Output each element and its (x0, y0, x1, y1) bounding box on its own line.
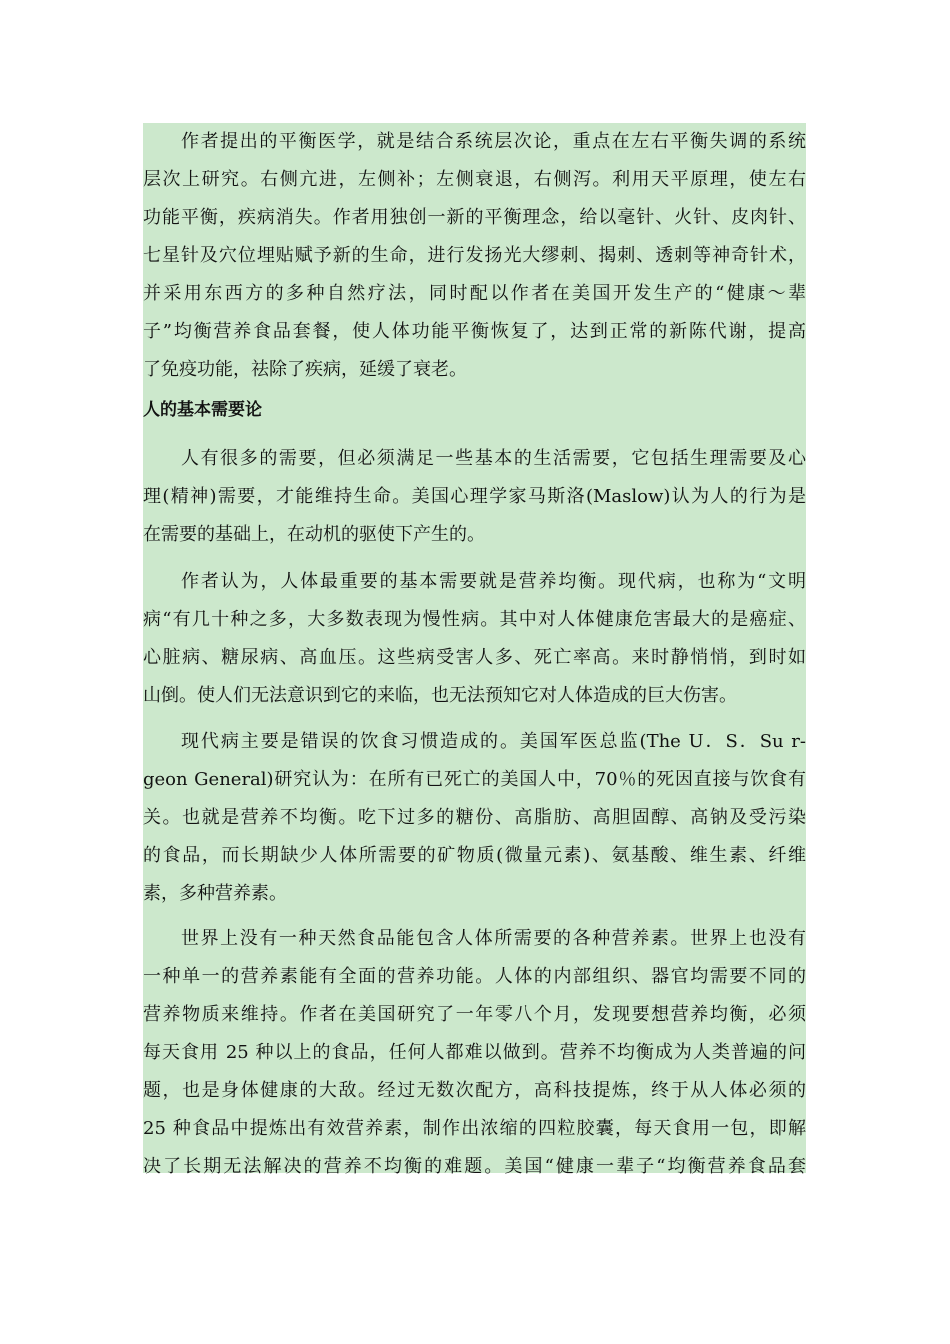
text-line: 山倒。使人们无法意识到它的来临，也无法预知它对人体造成的巨大伤害。 (143, 685, 737, 706)
text-line: 子”均衡营养食品套餐，使人体功能平衡恢复了，达到正常的新陈代谢，提高 (143, 321, 806, 342)
text-line: 素，多种营养素。 (143, 883, 287, 904)
text-line: 病“有几十种之多，大多数表现为慢性病。其中对人体健康危害最大的是癌症、 (143, 609, 806, 630)
text-line: 心脏病、糖尿病、高血压。这些病受害人多、死亡率高。来时静悄悄，到时如 (143, 647, 806, 668)
highlighted-text-region (143, 123, 806, 1177)
text-line: 七星针及穴位埋贴赋予新的生命，进行发扬光大缪刺、揭刺、透刺等神奇针术， (143, 245, 806, 266)
text-line: 一种单一的营养素能有全面的营养功能。人体的内部组织、器官均需要不同的 (143, 966, 806, 987)
text-line: 了免疫功能，祛除了疾病，延缓了衰老。 (143, 359, 467, 380)
text-line: 功能平衡，疾病消失。作者用独创一新的平衡理念，给以毫针、火针、皮肉针、 (143, 207, 806, 228)
text-line: 决了长期无法解决的营养不均衡的难题。美国“健康一辈子“均衡营养食品套 (143, 1156, 806, 1177)
text-line: 关。也就是营养不均衡。吃下过多的糖份、高脂肪、高胆固醇、高钠及受污染 (143, 807, 806, 828)
text-line: 层次上研究。右侧亢进，左侧补；左侧衰退，右侧泻。利用天平原理，使左右 (143, 169, 806, 190)
text-line: 营养物质来维持。作者在美国研究了一年零八个月，发现要想营养均衡，必须 (143, 1004, 806, 1025)
text-line: 作者认为，人体最重要的基本需要就是营养均衡。现代病，也称为“文明 (181, 571, 806, 592)
text-line: 现代病主要是错误的饮食习惯造成的。美国军医总监(The U．S．Su r- (181, 731, 806, 752)
text-line: 并采用东西方的多种自然疗法，同时配以作者在美国开发生产的“健康～辈 (143, 283, 806, 304)
text-line: 每天食用 25 种以上的食品，任何人都难以做到。营养不均衡成为人类普遍的问 (143, 1042, 806, 1063)
text-line: 世界上没有一种天然食品能包含人体所需要的各种营养素。世界上也没有 (181, 928, 806, 949)
text-line: 理(精神)需要，才能维持生命。美国心理学家马斯洛(Maslow)认为人的行为是 (143, 486, 806, 507)
text-line: 的食品，而长期缺少人体所需要的矿物质(微量元素)、氨基酸、维生素、纤维 (143, 845, 806, 866)
text-line: 25 种食品中提炼出有效营养素，制作出浓缩的四粒胶囊，每天食用一包，即解 (143, 1118, 806, 1139)
text-line: 人有很多的需要，但必须满足一些基本的生活需要，它包括生理需要及心 (181, 448, 806, 469)
text-line: 题，也是身体健康的大敌。经过无数次配方，高科技提炼，终于从人体必须的 (143, 1080, 806, 1101)
text-line: geon General)研究认为：在所有已死亡的美国人中，70％的死因直接与饮食有 (143, 769, 806, 790)
section-heading: 人的基本需要论 (143, 400, 262, 420)
text-line: 作者提出的平衡医学，就是结合系统层次论，重点在左右平衡失调的系统 (181, 131, 806, 152)
text-line: 在需要的基础上，在动机的驱使下产生的。 (143, 524, 485, 545)
